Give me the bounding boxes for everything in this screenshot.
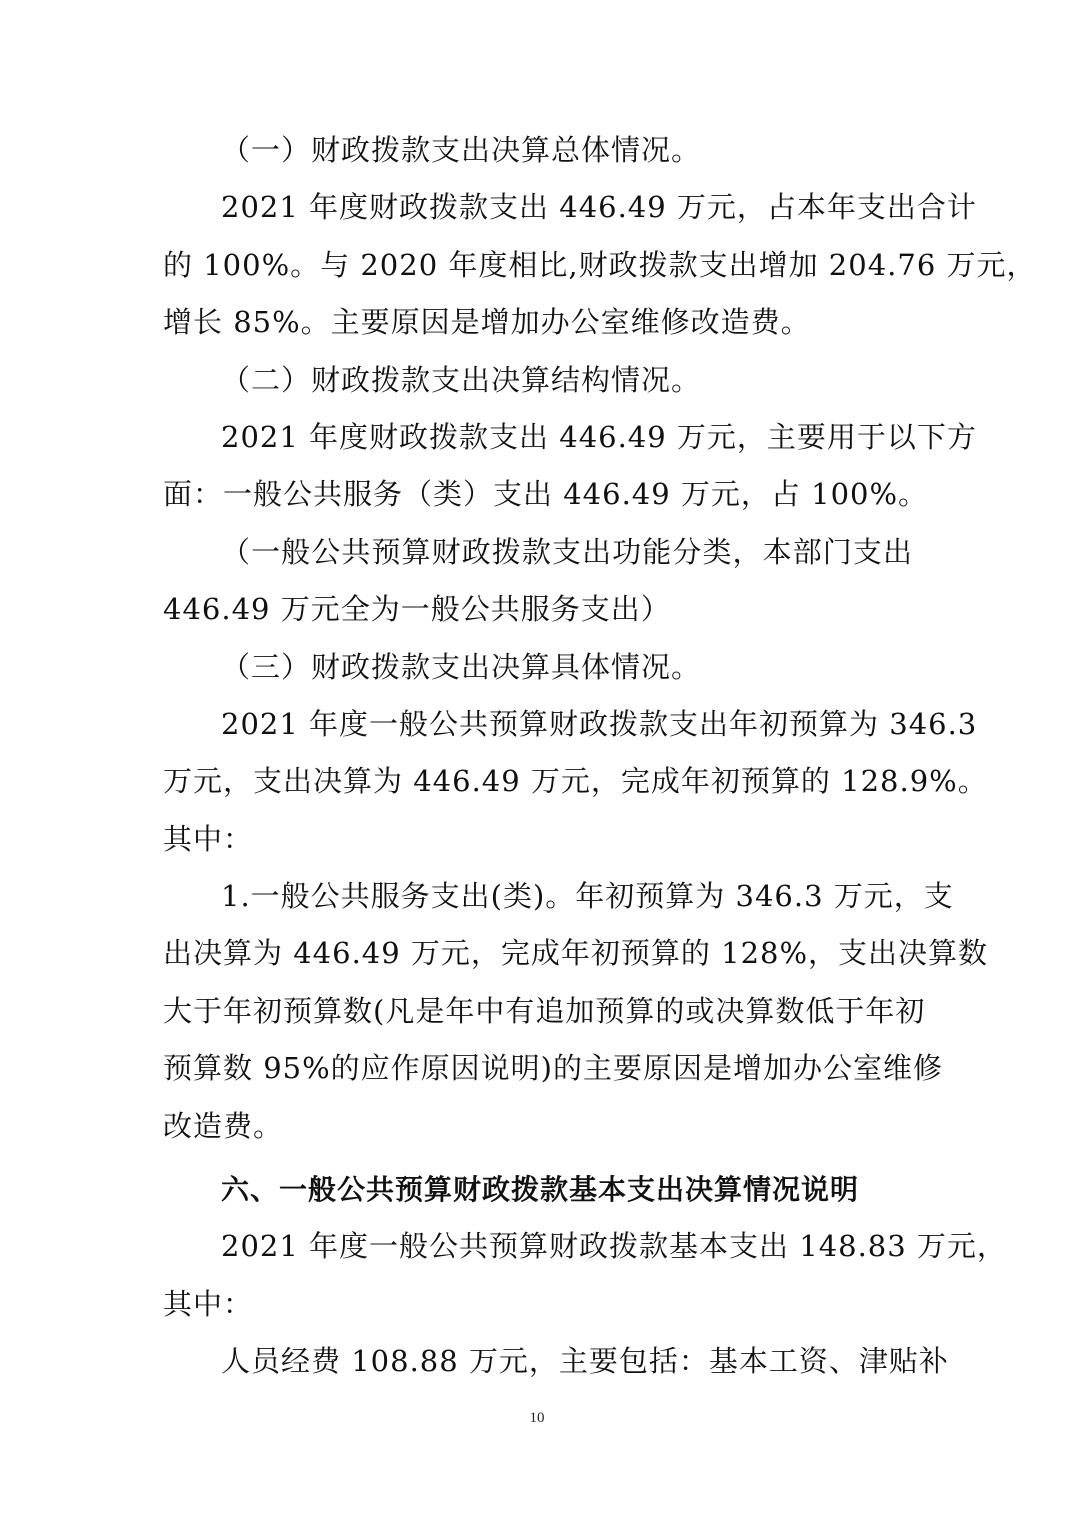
text-line: 2021 年度一般公共预算财政拨款基本支出 148.83 万元， [221, 1229, 1007, 1264]
text-line: 人员经费 108.88 万元，主要包括：基本工资、津贴补 [221, 1344, 949, 1379]
section-heading: 六、一般公共预算财政拨款基本支出决算情况说明 [221, 1173, 860, 1207]
text-line: 446.49 万元全为一般公共服务支出） [163, 592, 671, 627]
text-line: 改造费。 [163, 1108, 284, 1143]
text-line: 万元，支出决算为 446.49 万元，完成年初预算的 128.9%。 [163, 764, 988, 799]
text-line: 出决算为 446.49 万元，完成年初预算的 128%，支出决算数 [163, 936, 989, 971]
text-line: 的 100%。与 2020 年度相比,财政拨款支出增加 204.76 万元， [163, 247, 1037, 282]
text-line: 面：一般公共服务（类）支出 446.49 万元，占 100%。 [163, 477, 929, 512]
text-line: 预算数 95%的应作原因说明)的主要原因是增加办公室维修 [163, 1051, 943, 1086]
text-line: （一）财政拨款支出决算总体情况。 [221, 133, 702, 167]
page-number: 10 [529, 1410, 545, 1426]
text-line: 2021 年度财政拨款支出 446.49 万元，主要用于以下方 [221, 419, 977, 454]
text-line: 其中： [163, 821, 254, 856]
text-line: 增长 85%。主要原因是增加办公室维修改造费。 [163, 305, 811, 340]
text-line: （一般公共预算财政拨款支出功能分类，本部门支出 [221, 534, 913, 569]
text-line: （二）财政拨款支出决算结构情况。 [221, 362, 702, 397]
text-line: 2021 年度财政拨款支出 446.49 万元，占本年支出合计 [221, 190, 977, 225]
document-body [163, 122, 1037, 1391]
text-line: 大于年初预算数(凡是年中有追加预算的或决算数低于年初 [163, 993, 926, 1028]
text-line: 其中： [163, 1286, 254, 1321]
text-line: 1.一般公共服务支出(类)。年初预算为 346.3 万元，支 [221, 879, 954, 914]
text-line: 2021 年度一般公共预算财政拨款支出年初预算为 346.3 [221, 706, 978, 741]
paragraph-lines [163, 122, 1037, 1391]
text-line: （三）财政拨款支出决算具体情况。 [221, 649, 702, 684]
